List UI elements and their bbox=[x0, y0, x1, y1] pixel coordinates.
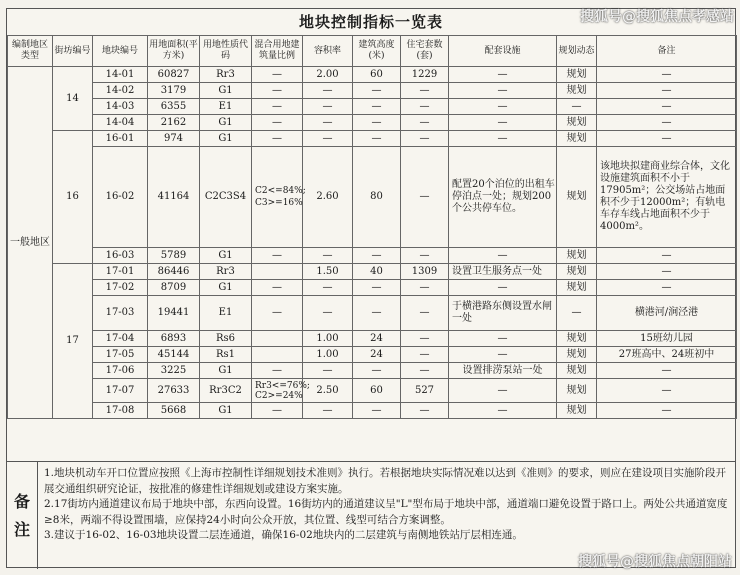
units: 1309 bbox=[401, 264, 449, 280]
mix-ratio: — bbox=[252, 280, 303, 296]
height: 24 bbox=[353, 331, 401, 347]
table-row bbox=[8, 280, 737, 296]
mix-ratio: Rr3<=76%; C2>=24% bbox=[252, 379, 303, 403]
note-item: 3.建议于16-02、16-03地块设置二层连通道，确保16-02地块内的二层建筑与南侧地铁站厅层相连通。 bbox=[44, 529, 523, 542]
note: — bbox=[597, 131, 737, 147]
units: — bbox=[401, 99, 449, 115]
facility: 设置卫生服务点一处 bbox=[449, 264, 557, 280]
land-area: 6355 bbox=[148, 99, 200, 115]
land-area: 45144 bbox=[148, 347, 200, 363]
mix-ratio: — bbox=[252, 131, 303, 147]
note: 横港河/涧泾港 bbox=[597, 296, 737, 331]
mix-ratio bbox=[252, 331, 303, 347]
status: 规划 bbox=[557, 280, 597, 296]
table-row bbox=[8, 296, 737, 331]
plot-id: 17-07 bbox=[93, 379, 148, 403]
mix-ratio bbox=[252, 347, 303, 363]
units: — bbox=[401, 363, 449, 379]
plot-id: 17-08 bbox=[93, 403, 148, 419]
facility: 设置排涝泵站一处 bbox=[449, 363, 557, 379]
height: 60 bbox=[353, 67, 401, 83]
block-cell: 16 bbox=[53, 131, 93, 264]
table-row bbox=[8, 131, 737, 147]
plot-id: 16-02 bbox=[93, 147, 148, 248]
status: 规划 bbox=[557, 248, 597, 264]
watermark-top: 搜狐号@搜狐焦点孝感站 bbox=[580, 9, 734, 25]
height: — bbox=[353, 363, 401, 379]
plot-id: 17-03 bbox=[93, 296, 148, 331]
land-use-code: G1 bbox=[200, 115, 252, 131]
table-row bbox=[8, 83, 737, 99]
col-header: 容积率 bbox=[303, 36, 353, 67]
height: 40 bbox=[353, 264, 401, 280]
plot-id: 17-02 bbox=[93, 280, 148, 296]
table-row bbox=[8, 347, 737, 363]
units: — bbox=[401, 147, 449, 248]
table-row bbox=[8, 248, 737, 264]
units: — bbox=[401, 296, 449, 331]
plot-id: 17-06 bbox=[93, 363, 148, 379]
height: 80 bbox=[353, 147, 401, 248]
mix-ratio: — bbox=[252, 99, 303, 115]
mix-ratio: — bbox=[252, 296, 303, 331]
far: — bbox=[303, 280, 353, 296]
note: — bbox=[597, 83, 737, 99]
facility: 于横港路东侧设置水闸一处 bbox=[449, 296, 557, 331]
far: — bbox=[303, 131, 353, 147]
land-use-code: C2C3S4 bbox=[200, 147, 252, 248]
land-use-code: G1 bbox=[200, 403, 252, 419]
status: 规划 bbox=[557, 331, 597, 347]
land-area: 19441 bbox=[148, 296, 200, 331]
col-header: 编制地区类型 bbox=[8, 36, 53, 67]
far: — bbox=[303, 83, 353, 99]
status: 规划 bbox=[557, 147, 597, 248]
land-area: 86446 bbox=[148, 264, 200, 280]
table-row bbox=[8, 331, 737, 347]
facility: — bbox=[449, 347, 557, 363]
page-title: 地块控制指标一览表 bbox=[7, 9, 735, 36]
col-header: 住宅套数(套) bbox=[401, 36, 449, 67]
land-area: 6893 bbox=[148, 331, 200, 347]
col-header: 用地性质代码 bbox=[200, 36, 252, 67]
units: 527 bbox=[401, 379, 449, 403]
facility: — bbox=[449, 83, 557, 99]
col-header: 混合用地建筑量比例 bbox=[252, 36, 303, 67]
height: — bbox=[353, 131, 401, 147]
col-header: 街坊编号 bbox=[53, 36, 93, 67]
height: 60 bbox=[353, 379, 401, 403]
land-area: 41164 bbox=[148, 147, 200, 248]
status: 规划 bbox=[557, 379, 597, 403]
plot-id: 16-03 bbox=[93, 248, 148, 264]
land-area: 27633 bbox=[148, 379, 200, 403]
mix-ratio: — bbox=[252, 115, 303, 131]
land-area: 974 bbox=[148, 131, 200, 147]
block-cell: 14 bbox=[53, 67, 93, 131]
status: 规划 bbox=[557, 363, 597, 379]
land-area: 3225 bbox=[148, 363, 200, 379]
far: — bbox=[303, 296, 353, 331]
col-header: 建筑高度(米) bbox=[353, 36, 401, 67]
height: — bbox=[353, 403, 401, 419]
land-use-code: G1 bbox=[200, 131, 252, 147]
land-use-code: E1 bbox=[200, 296, 252, 331]
table-row bbox=[8, 99, 737, 115]
units: — bbox=[401, 280, 449, 296]
land-area: 5789 bbox=[148, 248, 200, 264]
indicator-table bbox=[7, 35, 737, 419]
land-area: 3179 bbox=[148, 83, 200, 99]
note: — bbox=[597, 363, 737, 379]
status: 规划 bbox=[557, 347, 597, 363]
far: — bbox=[303, 115, 353, 131]
note: — bbox=[597, 264, 737, 280]
col-header: 配套设施 bbox=[449, 36, 557, 67]
note: 27班高中、24班初中 bbox=[597, 347, 737, 363]
plot-id: 14-01 bbox=[93, 67, 148, 83]
units: — bbox=[401, 131, 449, 147]
note: — bbox=[597, 115, 737, 131]
mix-ratio: — bbox=[252, 67, 303, 83]
status: 规划 bbox=[557, 83, 597, 99]
mix-ratio bbox=[252, 264, 303, 280]
land-area: 2162 bbox=[148, 115, 200, 131]
note: — bbox=[597, 379, 737, 403]
block-cell: 17 bbox=[53, 264, 93, 419]
mix-ratio: C2<=84%; C3>=16% bbox=[252, 147, 303, 248]
status: 规划 bbox=[557, 264, 597, 280]
height: 24 bbox=[353, 347, 401, 363]
far: — bbox=[303, 248, 353, 264]
note: 15班幼儿园 bbox=[597, 331, 737, 347]
far: — bbox=[303, 403, 353, 419]
land-use-code: G1 bbox=[200, 248, 252, 264]
units: 1229 bbox=[401, 67, 449, 83]
mix-ratio: — bbox=[252, 248, 303, 264]
status: 规划 bbox=[557, 115, 597, 131]
status: 规划 bbox=[557, 67, 597, 83]
table-row bbox=[8, 115, 737, 131]
units: — bbox=[401, 248, 449, 264]
land-use-code: G1 bbox=[200, 363, 252, 379]
far: 2.60 bbox=[303, 147, 353, 248]
indicator-sheet bbox=[6, 8, 736, 568]
note: — bbox=[597, 403, 737, 419]
plot-id: 14-04 bbox=[93, 115, 148, 131]
region-type-cell: 一般地区 bbox=[8, 67, 53, 419]
land-area: 5668 bbox=[148, 403, 200, 419]
table-row bbox=[8, 147, 737, 248]
facility: — bbox=[449, 115, 557, 131]
plot-id: 14-02 bbox=[93, 83, 148, 99]
land-use-code: G1 bbox=[200, 280, 252, 296]
facility: — bbox=[449, 248, 557, 264]
height: — bbox=[353, 248, 401, 264]
table-row bbox=[8, 379, 737, 403]
land-use-code: Rr3C2 bbox=[200, 379, 252, 403]
far: 2.50 bbox=[303, 379, 353, 403]
notes-label-char: 注 bbox=[13, 519, 30, 539]
plot-id: 17-05 bbox=[93, 347, 148, 363]
note: — bbox=[597, 248, 737, 264]
land-area: 60827 bbox=[148, 67, 200, 83]
units: — bbox=[401, 83, 449, 99]
height: — bbox=[353, 115, 401, 131]
col-header: 规划动态 bbox=[557, 36, 597, 67]
facility: — bbox=[449, 280, 557, 296]
table-row bbox=[8, 264, 737, 280]
facility: — bbox=[449, 67, 557, 83]
note: — bbox=[597, 280, 737, 296]
col-header: 备注 bbox=[597, 36, 737, 67]
status: — bbox=[557, 99, 597, 115]
height: — bbox=[353, 99, 401, 115]
note: — bbox=[597, 67, 737, 83]
far: 1.00 bbox=[303, 347, 353, 363]
note-item: 1.地块机动车开口位置应按照《上海市控制性详细规划技术准则》执行。若根据地块实际情况难以达到《准则》的要求，则应在建设项目实施阶段开展交通组织研究论证，按批准的修建性详细规划或建设方案实施。 bbox=[44, 467, 727, 495]
height: — bbox=[353, 280, 401, 296]
units: — bbox=[401, 115, 449, 131]
height: — bbox=[353, 83, 401, 99]
land-use-code: Rs1 bbox=[200, 347, 252, 363]
land-use-code: G1 bbox=[200, 83, 252, 99]
units: — bbox=[401, 347, 449, 363]
units: — bbox=[401, 403, 449, 419]
land-use-code: E1 bbox=[200, 99, 252, 115]
facility: — bbox=[449, 403, 557, 419]
land-use-code: Rr3 bbox=[200, 67, 252, 83]
table-row bbox=[8, 363, 737, 379]
notes-label-char: 备 bbox=[13, 491, 30, 511]
far: — bbox=[303, 99, 353, 115]
facility: — bbox=[449, 99, 557, 115]
mix-ratio: — bbox=[252, 403, 303, 419]
status: — bbox=[557, 296, 597, 331]
facility: — bbox=[449, 379, 557, 403]
units: — bbox=[401, 331, 449, 347]
mix-ratio: — bbox=[252, 83, 303, 99]
plot-id: 17-01 bbox=[93, 264, 148, 280]
plot-id: 16-01 bbox=[93, 131, 148, 147]
col-header: 用地面积(平方米) bbox=[148, 36, 200, 67]
note-item: 2.17街坊内通道建议布局于地块中部，东西向设置。16街坊内的通道建议呈"L"型布局于地块中部，通道端口避免设置于路口上。两处公共通道宽度≥8米，两端不得设置围墙，应保持24小时向公众开放，其位置、线型可结合方案调整。 bbox=[44, 498, 728, 526]
table-row bbox=[8, 67, 737, 83]
land-use-code: Rs6 bbox=[200, 331, 252, 347]
status: 规划 bbox=[557, 131, 597, 147]
far: 1.00 bbox=[303, 331, 353, 347]
plot-id: 17-04 bbox=[93, 331, 148, 347]
land-use-code: Rr3 bbox=[200, 264, 252, 280]
facility: — bbox=[449, 331, 557, 347]
watermark-bottom: 搜狐号@搜狐焦点朝阳站 bbox=[578, 554, 732, 570]
note: 该地块拟建商业综合体，文化设施建筑面积不小于17905m²；公交场站占地面积不少于12000m²；有轨电车存车线占地面积不少于4000m²。 bbox=[597, 147, 737, 248]
facility: — bbox=[449, 131, 557, 147]
status: 规划 bbox=[557, 403, 597, 419]
mix-ratio: — bbox=[252, 363, 303, 379]
far: 1.50 bbox=[303, 264, 353, 280]
far: 2.00 bbox=[303, 67, 353, 83]
col-header: 地块编号 bbox=[93, 36, 148, 67]
notes-label bbox=[7, 462, 38, 569]
land-area: 8709 bbox=[148, 280, 200, 296]
far: — bbox=[303, 363, 353, 379]
plot-id: 14-03 bbox=[93, 99, 148, 115]
note: — bbox=[597, 99, 737, 115]
header-row bbox=[8, 36, 737, 67]
table-row bbox=[8, 403, 737, 419]
height: — bbox=[353, 296, 401, 331]
facility: 配置20个泊位的出租车停泊点一处；规划200个公共停车位。 bbox=[449, 147, 557, 248]
